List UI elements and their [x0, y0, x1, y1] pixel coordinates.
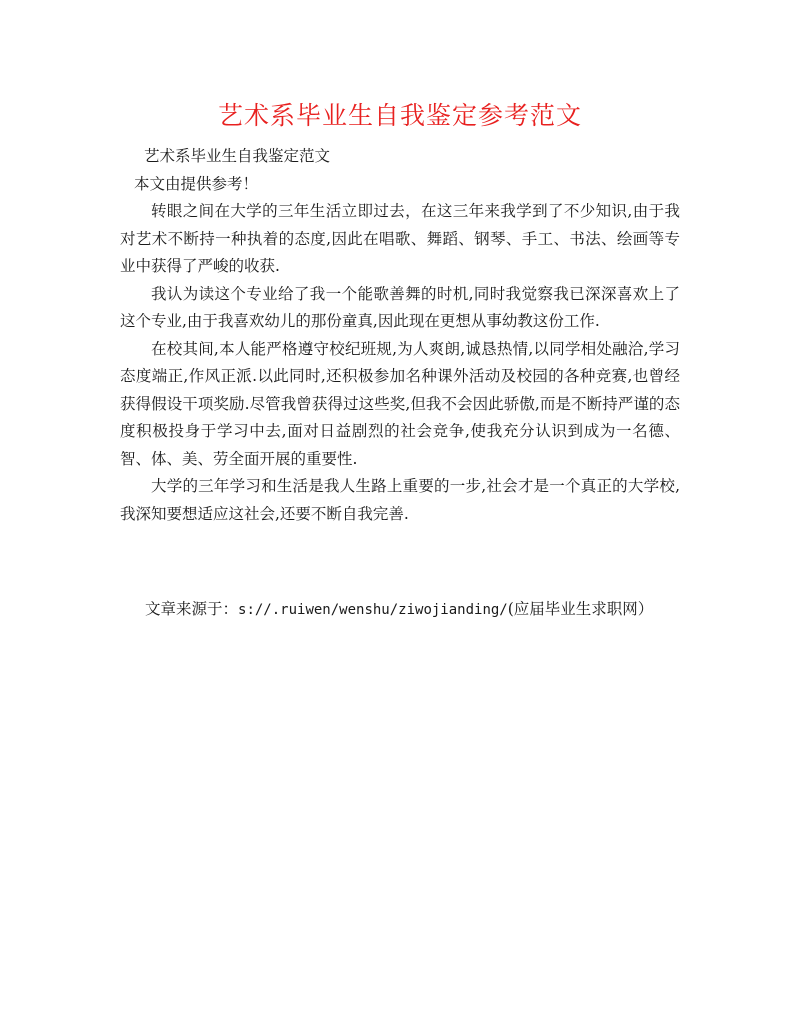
document-body [120, 143, 680, 528]
document-note: 本文由提供参考！ [134, 174, 259, 193]
paragraph-4: 大学的三年学习和生活是我人生路上重要的一步,社会才是一个真正的大学校,我深知要想适应这社会,还要不断自我完善. [120, 477, 680, 523]
source-line [145, 596, 653, 624]
document-subtitle: 艺术系毕业生自我鉴定范文 [144, 147, 331, 165]
paragraph-3: 在校其间,本人能严格遵守校纪班规,为人爽朗,诚恳热情,以同学相处融洽,学习态度端正,作风正派.以此同时,还积极参加名种课外活动及校园的各种竞赛,也曾经获得假设干项奖励.尽管我曾获得过这些奖,但我不会因此骄傲,而是不断持严谨的态度积极投身于学习中去,面对日益剧烈的社会竞争,使我充分认识到成为一名德、智、体、美、劳全面开展的重要性. [120, 339, 680, 468]
source-label: 文章来源于： [145, 600, 239, 618]
source-url: s://.ruiwen/wenshu/ziwojianding/ [238, 602, 508, 618]
paragraph-1: 转眼之间在大学的三年生活立即过去，在这三年来我学到了不少知识,由于我对艺术不断持一种执着的态度,因此在唱歌、舞蹈、钢琴、手工、书法、绘画等专业中获得了严峻的收获. [120, 202, 680, 275]
paragraph-2: 我认为读这个专业给了我一个能歌善舞的时机,同时我觉察我已深深喜欢上了这个专业,由于我喜欢幼儿的那份童真,因此现在更想从事幼教这份工作. [120, 284, 680, 330]
document-title: 艺术系毕业生自我鉴定参考范文 [217, 101, 582, 130]
source-site: (应届毕业生求职网） [507, 600, 654, 618]
